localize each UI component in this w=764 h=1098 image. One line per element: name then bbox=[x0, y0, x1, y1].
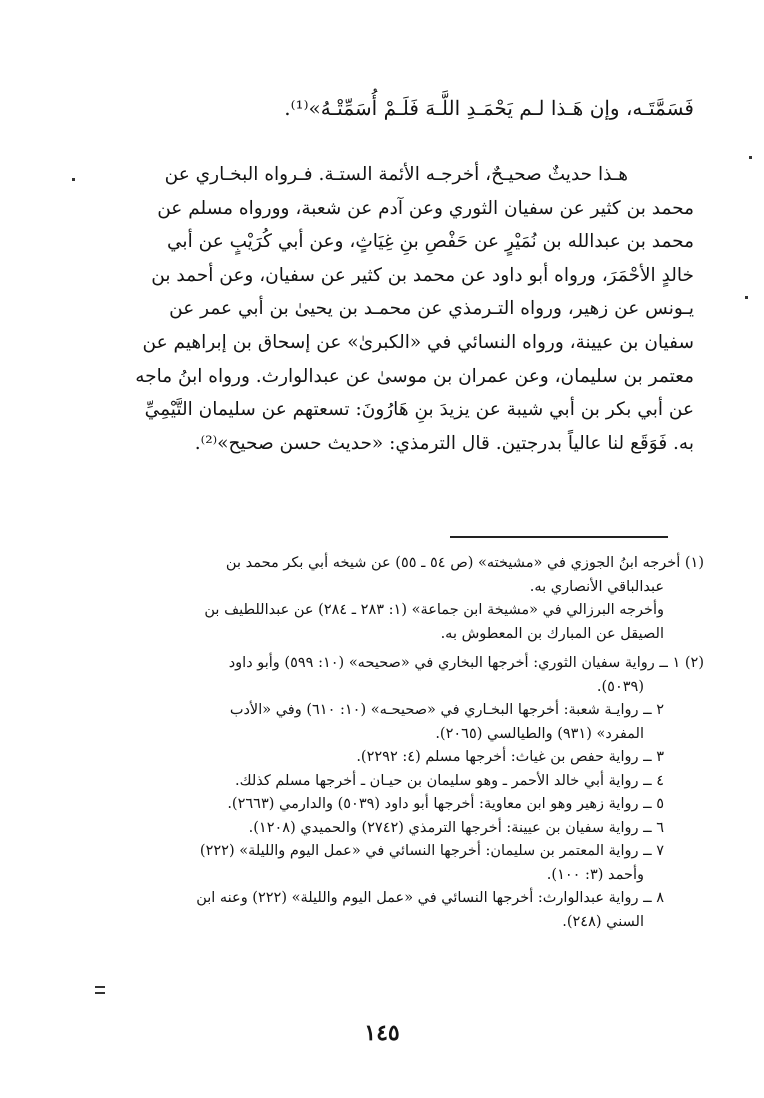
scan-speck bbox=[95, 992, 105, 994]
footnote-line: ٣ ــ رواية حفص بن غياث: أخرجها مسلم (٤: ٢٢٩٢). bbox=[356, 749, 664, 765]
scan-speck bbox=[749, 156, 752, 159]
footnote-line: ٥ ــ رواية زهير وهو ابن معاوية: أخرجها أبو داود (٥٠٣٩) والدارمي (٢٦٦٣). bbox=[227, 796, 664, 812]
footnote-line: ٢ ــ روايـة شعبة: أخرجها البخـاري في «صحيحـه» (١٠: ٦١٠) وفي «الأدب bbox=[229, 702, 664, 718]
footnote-line: (١) أخرجه ابنُ الجوزي في «مشيخته» (ص ٥٤ ـ ٥٥) عن شيخه أبي بكر محمد بن bbox=[225, 555, 704, 571]
paragraph-line: به. فَوَقَع لنا عالياً بدرجتين. قال الترمذي: «حديث حسن صحيح»⁽²⁾. bbox=[194, 432, 694, 454]
commentary-paragraph bbox=[82, 158, 694, 460]
footnote-line: وأحمد (٣: ١٠٠). bbox=[546, 866, 644, 883]
footnote-line: ٧ ــ رواية المعتمر بن سليمان: أخرجها النسائي في «عمل اليوم والليلة» (٢٢٢) bbox=[199, 843, 664, 859]
footnote-line: ٨ ــ رواية عبدالوارث: أخرجها النسائي في «عمل اليوم والليلة» (٢٢٢) وعنه ابن bbox=[196, 890, 664, 906]
footnote-line: المفرد» (٩٣١) والطيالسي (٢٠٦٥). bbox=[435, 725, 644, 742]
footnote-line: ٦ ــ رواية سفيان بن عيينة: أخرجها الترمذي (٢٧٤٢) والحميدي (١٢٠٨). bbox=[248, 819, 664, 836]
paragraph-line: هـذا حديثٌ صحيـحٌ، أخرجـه الأئمة الستـة. فـرواه البخـاري عن bbox=[164, 164, 628, 185]
footnote-line: (٢) ١ ــ رواية سفيان الثوري: أخرجها البخاري في «صحيحه» (١٠: ٥٩٩) وأبو داود bbox=[228, 655, 704, 671]
paragraph-line: سفيان بن عيينة، ورواه النسائي في «الكبرىٰ» عن إسحاق بن إبراهيم عن bbox=[142, 331, 694, 353]
scan-speck bbox=[72, 178, 75, 181]
scan-speck bbox=[745, 296, 748, 299]
scan-speck bbox=[95, 986, 105, 988]
paragraph-line: محمد بن كثير عن سفيان الثوري وعن آدم عن شعبة، وورواه مسلم عن bbox=[157, 197, 694, 219]
footnotes bbox=[74, 552, 704, 934]
footnote-1 bbox=[74, 552, 704, 646]
footnote-line: (٥٠٣٩). bbox=[596, 678, 644, 695]
footnote-separator bbox=[450, 536, 668, 538]
footnote-line: عبدالباقي الأنصاري به. bbox=[529, 578, 664, 595]
paragraph-line: يـونس عن زهير، ورواه التـرمذي عن محمـد بن يحيىٰ بن أبي عمر عن bbox=[169, 298, 694, 320]
footnote-line: وأخرجه البرزالي في «مشيخة ابن جماعة» (١: ٢٨٣ ـ ٢٨٤) عن عبداللطيف بن bbox=[204, 602, 664, 618]
footnote-line: ٤ ــ رواية أبي خالد الأحمر ـ وهو سليمان بن حيـان ـ أخرجها مسلم كذلك. bbox=[235, 772, 664, 789]
paragraph-line: خالدٍ الأحْمَرَ، ورواه أبو داود عن محمد بن كثير عن سفيان، وعن أحمد بن bbox=[151, 264, 694, 286]
hadith-ending-line: فَسَمَّتَـه، وإن هَـذا لـم يَحْمَـدِ اللَّـهَ فَلَـمْ أُسَمِّتْـهُ»⁽¹⁾. bbox=[284, 96, 694, 120]
paragraph-line: محمد بن عبدالله بن نُمَيْرٍ عن حَفْصِ بنِ غِيَاثٍ، وعن أبي كُرَيْبٍ عن أبي bbox=[167, 231, 694, 253]
footnote-2 bbox=[74, 652, 704, 934]
footnote-line: السني (٢٤٨). bbox=[562, 913, 644, 930]
page-number: ١٤٥ bbox=[364, 1020, 400, 1046]
paragraph-line: عن أبي بكر بن أبي شيبة عن يزيدَ بنِ هَارُونَ: تسعتهم عن سليمان التَّيْمِيِّ bbox=[144, 399, 694, 421]
footnote-line: الصيقل عن المبارك بن المعطوش به. bbox=[440, 625, 664, 642]
paragraph-line: معتمر بن سليمان، وعن عمران بن موسىٰ عن عبدالوارث. ورواه ابنُ ماجه bbox=[135, 365, 694, 387]
